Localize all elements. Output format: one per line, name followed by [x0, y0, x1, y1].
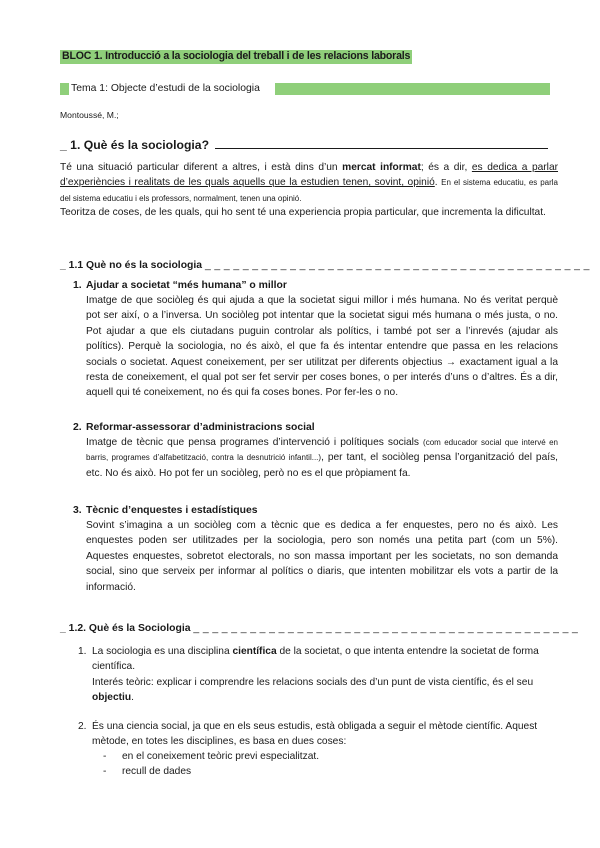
p1-small-note: En el sistema educatiu, es parla del sistema educatiu i els professors, normalment, tenen una opinió. [60, 178, 558, 203]
item-3-text-2: Aquestes enquestes, sobretot electorals, no son massa important per les societats, no son demanda social, sino que serveix per informar al polítics o diaris, que intenten mobilitzar els vots a partir de la informació. [86, 550, 558, 593]
list-item-title: Tècnic d’enquestes i estadístiques [86, 505, 258, 516]
bullet-dash: - [103, 766, 107, 777]
tema-highlight-bar [275, 83, 550, 95]
list-number: 1. [78, 646, 87, 657]
def-text-2: de la societat, o que intenta entendre la societat de forma científica. [92, 646, 539, 673]
interest-text: Interés teòric: explicar i comprendre les relacions socials des d’un punt de vista científic, és el seu [92, 676, 534, 688]
section-1-paragraph-2: Teoritza de coses, de les quals, qui ho sent té una experiencia propia particular, que incrementa la dificultat. [60, 207, 546, 218]
p1-text-3: . [434, 177, 442, 189]
p1-bold: mercat informat [342, 162, 421, 173]
p1-underlined: es dedica a parlar d’experiències i realitats de les quals aquells que la estudien tenen, sovint, opinió [60, 162, 559, 189]
def-text: La sociologia es una disciplina [92, 646, 233, 657]
tema-highlight-marker [60, 83, 69, 95]
list-item-body: És una ciencia social, ja que en els seus estudis, està obligada a seguir el mètode científic. Aquest mètode, en totes les disciplines, es basa en dues coses: [92, 721, 538, 748]
def-bold: científica [232, 646, 277, 657]
list-number: 3. [73, 505, 82, 516]
heading-rule [215, 137, 548, 149]
item-2-text: Imatge de tècnic que pensa programes d’intervenció i polítiques socials [86, 437, 424, 448]
heading-dashes: _ _ _ _ _ _ _ _ _ _ _ _ _ _ _ _ _ _ _ _ _ _ _ _ _ _ _ _ _ _ _ _ _ _ _ _ _ _ _ _ _ [193, 623, 579, 634]
p1-text: Té una situació particular diferent a altres, i està dins d’un [60, 162, 343, 173]
item-2-text-2: , per tant, el sociòleg pensa l’organització del país, etc. No és això. Ho pot fer un sociòleg, però no es el que pròpiament fa. [86, 452, 558, 479]
bullet-item: en el coneixement teòric previ especialitzat. [122, 751, 320, 762]
list-item-body [86, 435, 558, 481]
bullet-dash: - [103, 751, 107, 762]
tema-label: Tema 1: Objecte d’estudi de la sociologia [71, 83, 260, 94]
section-1-heading [60, 137, 548, 153]
section-1-paragraph [60, 160, 558, 206]
tema-heading [60, 82, 550, 96]
section-1-heading-text: _ 1. Què és la sociologia? [60, 138, 210, 152]
section-1-1-heading [60, 259, 590, 273]
interest-text-2: . [131, 692, 134, 704]
list-item-body [86, 518, 558, 595]
bullet-item: recull de dades [122, 766, 192, 777]
list-number: 2. [73, 422, 82, 433]
list-number: 1. [73, 280, 82, 291]
item-2-small-note: (com educador social que intervé en barris, programes d’alfabetització, contra la desnutrició infantil...) [86, 438, 558, 463]
list-item-title: Reformar-assessorar d’administracions social [86, 422, 315, 433]
item-3-text: Sovint s’imagina a un sociòleg com a tècnic que es dedica a fer enquestes, pero no és això. Les enquestes poden ser utilitzades per la sociologia, pero son només una petita part (com un 5%). [86, 520, 558, 547]
list-item-body: Imatge de que sociòleg és qui ajuda a que la societat sigui millor i més humana. No és veritat perquè pot ser així, o a l’inversa. Un sociòleg pot intentar que la societat sigui més humana o més justa, o no. Pot ajudar a que els ciutadans puguin controlar als polítics, i també pot ser a l’inrevés (ajudar als polítics). Perquè la sociologia, no és això, el que fa és intentar entendre que passa en les relacions socials o societat. Aquest coneixement, per ser utilitzat per diferents objectius → exactament igual a la resta de coneixement, el qual pot ser fet servir per coses bones, o per interés d’uns o d’altres. És a dir, aquell qui té coneixement, no és qui fa coses bones. Por fer-les o no. [86, 295, 558, 399]
bloc-title: BLOC 1. Introducció a la sociologia del treball i de les relacions laborals [62, 50, 411, 62]
list-item-body [92, 644, 558, 706]
list-item-title: Ajudar a societat “més humana” o millor [86, 280, 287, 291]
heading-dashes: _ _ _ _ _ _ _ _ _ _ _ _ _ _ _ _ _ _ _ _ _ _ _ _ _ _ _ _ _ _ _ _ _ _ _ _ _ _ _ _ _ [204, 260, 590, 271]
section-1-1-heading-text: _ 1.1 Què no és la sociologia [60, 260, 203, 271]
author: Montoussé, M.; [60, 110, 119, 120]
interest-bold: objectiu [92, 692, 132, 704]
p1-text-2: ; és a dir, [420, 162, 472, 173]
section-1-2-heading [60, 622, 578, 636]
section-1-2-heading-text: _ 1.2. Què és la Sociologia [60, 623, 191, 634]
list-number: 2. [78, 721, 87, 732]
